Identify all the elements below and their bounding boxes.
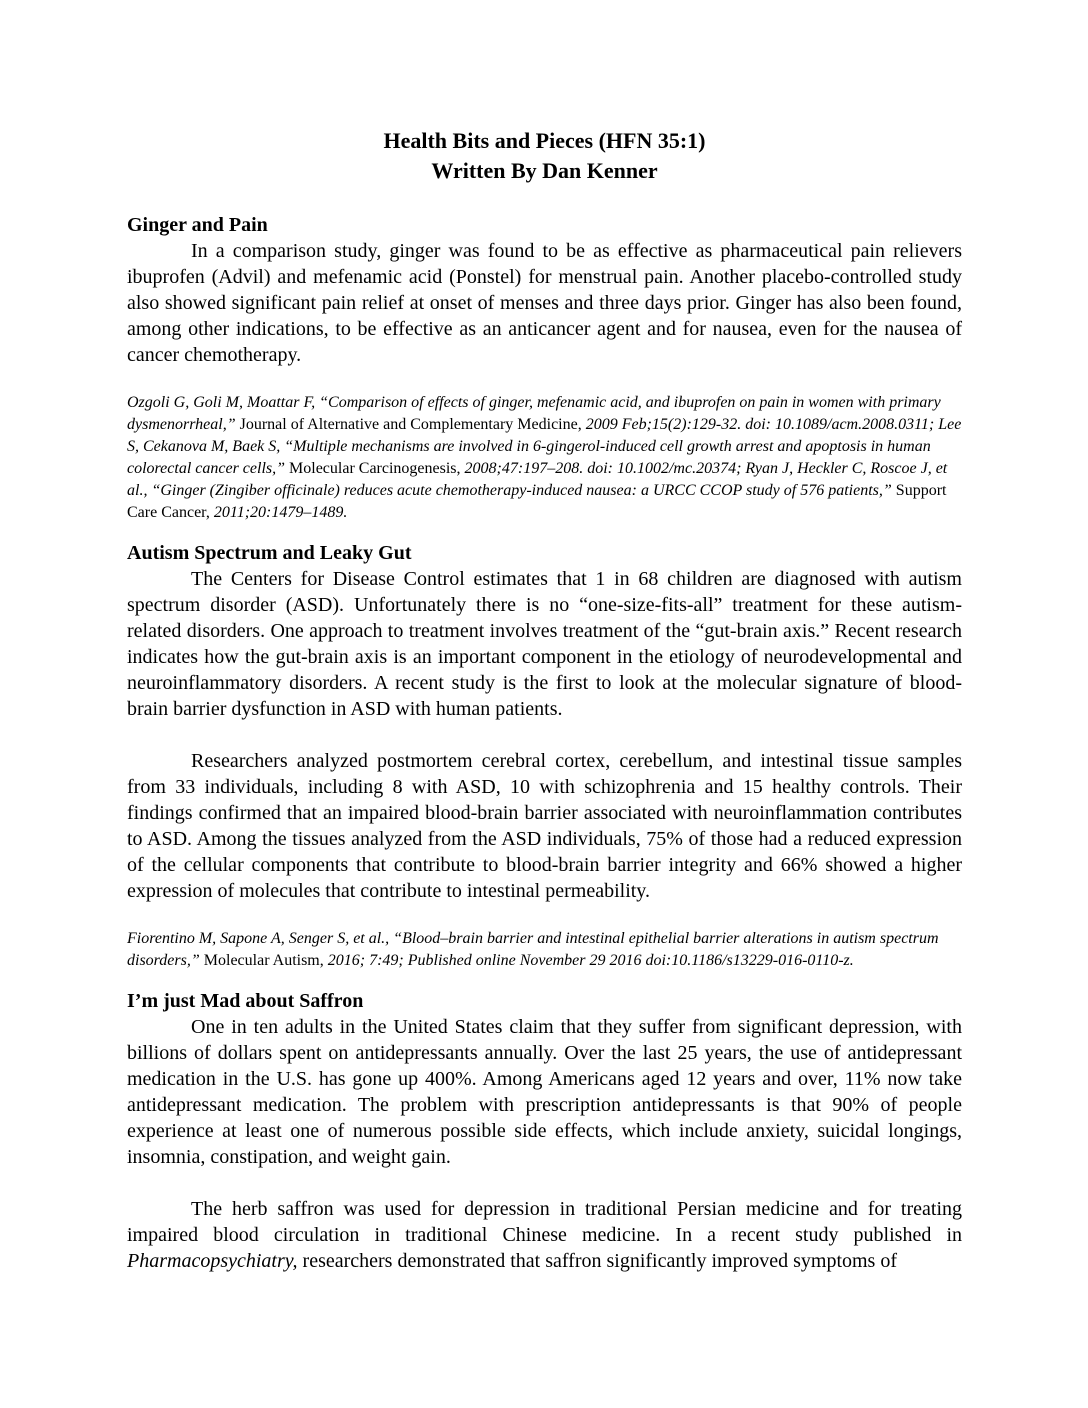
paragraph-segment: The herb saffron was used for depression in traditional Persian medicine and for treating impaired blood circulation in traditional Chinese medicine. In a recent study published in: [127, 1198, 962, 1246]
document-title: [127, 126, 962, 186]
citation-segment: Molecular Autism,: [203, 952, 328, 969]
paragraph-saffron-1: One in ten adults in the United States claim that they suffer from significant depression, with billions of dollars spent on antidepressants annually. Over the last 25 years, the use of antidepressant medication in the U.S. has gone up 400%. Among Americans aged 12 years and over, 11% now take antidepressant medication. The problem with prescription antidepressants is that 90% of people experience at least one of numerous possible side effects, which include anxiety, suicidal longings, insomnia, constipation, and weight gain.: [127, 1016, 962, 1168]
paragraph-segment: researchers demonstrated that saffron significantly improved symptoms of: [302, 1250, 898, 1272]
section-mad-about-saffron: [127, 988, 962, 1274]
section-ginger-and-pain: [127, 212, 962, 524]
paragraph-autism-2: Researchers analyzed postmortem cerebral cortex, cerebellum, and intestinal tissue samples from 33 individuals, including 8 with ASD, 10 with schizophrenia and 15 healthy controls. Their findings confirmed that an impaired blood-brain barrier associated with neuroinflammation contributes to ASD. Among the tissues analyzed from the ASD individuals, 75% of those had a reduced expression of the cellular components that contribute to blood-brain barrier integrity and 66% showed a higher expression of molecules that contribute to intestinal permeability.: [127, 750, 962, 902]
citation-segment: 2011;20:1479–1489.: [213, 504, 348, 521]
heading-ginger-and-pain: Ginger and Pain: [127, 214, 268, 236]
citation-segment: Fiorentino M, Sapone A, Senger S, et al., “Blood–brain barrier and intestinal epithelial barrier alterations in autism spectrum disorders,”: [127, 930, 939, 969]
heading-saffron: I’m just Mad about Saffron: [127, 990, 364, 1012]
citation-segment: 2008;47:197–208. doi: 10.1002/mc.20374; Ryan J, Heckler C, Roscoe J, et al., “Ginger (Zingiber officinale) reduces acute chemotherapy-induced nausea: a URCC CCOP study of 576 patients,”: [127, 460, 948, 499]
title-line-2: Written By Dan Kenner: [431, 158, 658, 183]
paragraph-ginger: In a comparison study, ginger was found to be as effective as pharmaceutical pain relievers ibuprofen (Advil) and mefenamic acid (Ponstel) for menstrual pain. Another placebo-controlled study also showed significant pain relief at onset of menses and three days prior. Ginger has also been found, among other indications, to be effective as an anticancer agent and for nausea, even for the nausea of cancer chemotherapy.: [127, 240, 962, 366]
citation-autism: [127, 928, 962, 972]
citation-segment: Journal of Alternative and Complementary Medicine,: [239, 416, 586, 433]
paragraph-saffron-2: [127, 1196, 962, 1274]
citation-ginger: [127, 392, 962, 524]
heading-autism-spectrum: Autism Spectrum and Leaky Gut: [127, 542, 412, 564]
citation-segment: 2016; 7:49; Published online November 29 2016 doi:10.1186/s13229-016-0110-z.: [327, 952, 854, 969]
paragraph-autism-1: The Centers for Disease Control estimates that 1 in 68 children are diagnosed with autism spectrum disorder (ASD). Unfortunately there is no “one-size-fits-all” treatment for these autism-related disorders. One approach to treatment involves treatment of the “gut-brain axis.” Recent research indicates how the gut-brain axis is an important component in the etiology of neurodevelopmental and neuroinflammatory disorders. A recent study is the first to look at the molecular signature of blood-brain barrier dysfunction in ASD with human patients.: [127, 568, 962, 720]
paragraph-segment-journal-name: Pharmacopsychiatry,: [127, 1250, 303, 1272]
citation-segment: Molecular Carcinogenesis,: [289, 460, 465, 477]
citation-segment: Ozgoli G, Goli M, Moattar F, “Comparison of effects of ginger, mefenamic acid, and ibuprofen on pain in women with primary dysmenorrheal,”: [127, 394, 941, 433]
title-line-1: Health Bits and Pieces (HFN 35:1): [383, 128, 706, 153]
section-autism-spectrum-and-leaky-gut: [127, 540, 962, 972]
citation-segment: Support Care Cancer,: [127, 482, 947, 521]
citation-segment: 2009 Feb;15(2):129-32. doi: 10.1089/acm.2008.0311; Lee S, Cekanova M, Baek S, “Multiple mechanisms are involved in 6-gingerol-induced cell growth arrest and apoptosis in human colorectal cancer cells,”: [127, 416, 962, 477]
